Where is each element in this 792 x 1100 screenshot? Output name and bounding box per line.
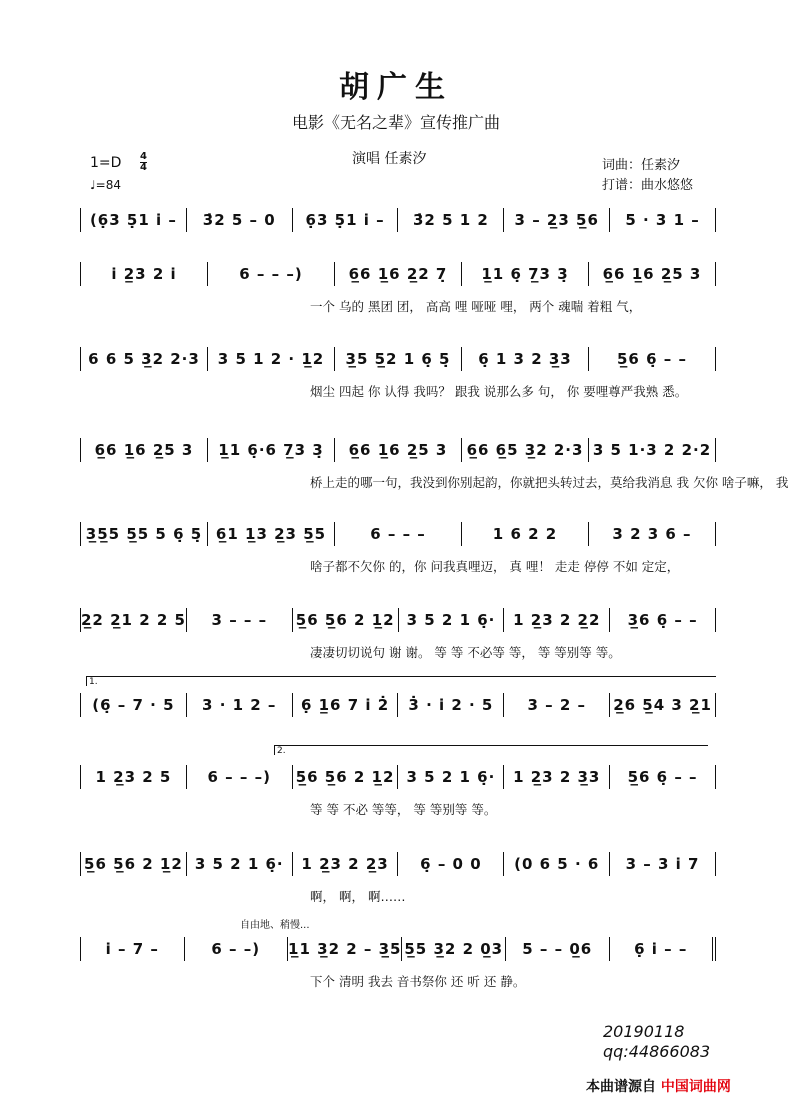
measure: 6 6 5 3̲2 2·3 — [81, 347, 208, 371]
measure: 1 2̲3 2 2̲3 — [293, 852, 399, 876]
time-denominator: 4 — [140, 162, 147, 173]
measure: 6 – – –) — [208, 262, 335, 286]
measure: 6̲6 1̲6 2̲5 3 — [81, 438, 208, 462]
measure: 6̣ – 0 0 — [398, 852, 504, 876]
measure: 3 5 2 1 6̣· — [399, 608, 505, 632]
volta-second-ending: 2. — [274, 745, 708, 755]
date-and-contact — [603, 1022, 710, 1062]
source-label: 本曲谱源自 — [586, 1079, 656, 1095]
measure: 5̲6 6̣ – – — [610, 765, 716, 789]
measure: 3̲5 5̲2 1 6̣ 5̣ — [335, 347, 462, 371]
time-numerator: 4 — [140, 151, 147, 162]
measure: 3̇ · i 2 · 5 — [398, 693, 504, 717]
lyrics-line: 桥上走的哪一句，我没到你别起韵，你就把头转过去，莫给我消息 我 欠你 啥子嘛， 我 — [310, 475, 789, 490]
measure: (0 6 5 · 6 — [504, 852, 610, 876]
time-signature — [140, 152, 147, 173]
measure: 3 5 1 2 · 1̲2 — [208, 347, 335, 371]
measure: 3̲6 6̣ – – — [610, 608, 716, 632]
measure: 3 5 2 1 6̣· — [187, 852, 293, 876]
lyricist-credit: 词曲：任素汐 — [602, 158, 681, 173]
source-credit — [586, 1076, 731, 1096]
measure: 3̇2 5 – 0 — [187, 208, 293, 232]
notes-line — [80, 608, 716, 632]
song-title: 胡广生 — [339, 70, 453, 105]
measure: 5̲6 5̲6 2 1̲2 — [81, 852, 187, 876]
measure: 5̲6 5̲6 2 1̲2 — [293, 608, 399, 632]
measure: i – 7 – — [81, 937, 185, 961]
measure: 3̲5̲5 5̲5 5 6̣ 5̣ — [81, 522, 208, 546]
measure: 1̲1 6̣·6 7̲3 3̣ — [208, 438, 335, 462]
measure: 2̲2 2̲1 2 2 5 — [81, 608, 187, 632]
measure: 3 – 2̲3 5̲6 — [504, 208, 610, 232]
measure: 6̣3 5̣1 i – — [293, 208, 399, 232]
measure: 3̇2 5 1 2 — [398, 208, 504, 232]
measure: 6̲6 6̲5 3̲2 2·3 — [462, 438, 589, 462]
measure: 5̲6 6̣ – – — [589, 347, 716, 371]
notes-line — [80, 937, 716, 961]
notes-line — [80, 347, 716, 371]
measure: 3 – 3 i 7 — [610, 852, 716, 876]
lyrics-line: 下个 清明 我去 音书祭你 还 听 还 静。 — [310, 974, 526, 989]
notes-line — [80, 852, 716, 876]
measure: 3 5 1·3 2 2·2 — [589, 438, 716, 462]
measure: (6̣ – 7 · 5 — [81, 693, 187, 717]
source-site-link[interactable]: 中国词曲网 — [660, 1079, 731, 1095]
measure: 3 · 1 2 – — [187, 693, 293, 717]
measure: 5̲6 5̲6 2 1̲2 — [293, 765, 399, 789]
measure: 1̲1 6̣ 7̲3 3̣ — [462, 262, 589, 286]
measure: 6̲6 1̲6 2̲2 7̣ — [335, 262, 462, 286]
tempo: ♩=84 — [90, 178, 121, 192]
qq-contact: qq:44866083 — [603, 1042, 711, 1061]
volta-first-ending: 1. — [86, 676, 716, 686]
measure: 6 – – – — [335, 522, 462, 546]
measure: 5̲5 3̲2 2 0̲3 — [402, 937, 506, 961]
measure: 6 – –) — [185, 937, 289, 961]
measure: 3 – 2 – — [504, 693, 610, 717]
measure: 3 2 3 6 – — [589, 522, 716, 546]
lyrics-line: 一个 乌的 黑团 团， 高高 哩 哑哑 哩， 两个 魂喘 着粗 气， — [310, 299, 642, 314]
measure: 1 2̲3 2 2̲2 — [504, 608, 610, 632]
notes-line — [80, 262, 716, 286]
measure: 6̣ 1̲6 7 i 2̇ — [293, 693, 399, 717]
arranger-credit: 打谱：曲水悠悠 — [602, 178, 694, 193]
notes-line — [80, 522, 716, 546]
notes-line — [80, 438, 716, 462]
notes-line — [80, 765, 716, 789]
measure: 3 5 2 1 6̣· — [398, 765, 504, 789]
notes-line — [80, 693, 716, 717]
measure: 1 2̲3 2 5 — [81, 765, 187, 789]
measure: 1̲1 3̲2 2 – 3̲5 — [288, 937, 402, 961]
measure: 2̲6 5̲4 3 2̲1 — [610, 693, 716, 717]
measure: 5 · 3 1 – — [610, 208, 716, 232]
measure: 5 – – 0̲6 — [506, 937, 610, 961]
measure: 6̣ i – – — [610, 937, 717, 961]
measure: 6̲1 1̲3 2̲3 5̲5 — [208, 522, 335, 546]
song-subtitle: 电影《无名之辈》宣传推广曲 — [291, 113, 500, 132]
measure: 6̲6 1̲6 2̲5 3 — [589, 262, 716, 286]
measure: 1 6 2 2 — [462, 522, 589, 546]
measure: 6̣ 1 3 2 3̲3 — [462, 347, 589, 371]
lyrics-line: 啥子都不欠你 的，你 问我真哩迈， 真 哩！ 走走 停停 不如 定定， — [310, 559, 680, 574]
singer-credit: 演唱 任素汐 — [352, 151, 427, 167]
measure: 3 – – – — [187, 608, 293, 632]
measure: 6̲6 1̲6 2̲5 3 — [335, 438, 462, 462]
lyrics-line: 烟尘 四起 你 认得 我吗？ 跟我 说那么多 句， 你 要哩尊严我熟 悉。 — [310, 384, 688, 399]
measure: 6 – – –) — [187, 765, 293, 789]
tempo-marking: 自由地、稍慢... — [240, 920, 310, 931]
measure: (6̣3 5̣1 i – — [81, 208, 187, 232]
credits — [602, 156, 693, 196]
lyrics-line: 等 等 不必 等等， 等 等别等 等。 — [310, 802, 497, 817]
lyrics-line: 凄凄切切说句 谢 谢。 等 等 不必等 等， 等 等别等 等。 — [310, 645, 621, 660]
measure: 1 2̲3 2 3̲3 — [504, 765, 610, 789]
measure: i 2̲3 2 i — [81, 262, 208, 286]
date: 20190118 — [603, 1022, 685, 1041]
lyrics-line: 啊， 啊， 啊…… — [310, 889, 406, 904]
notes-line — [80, 208, 716, 232]
key-signature: 1=D — [90, 155, 122, 171]
